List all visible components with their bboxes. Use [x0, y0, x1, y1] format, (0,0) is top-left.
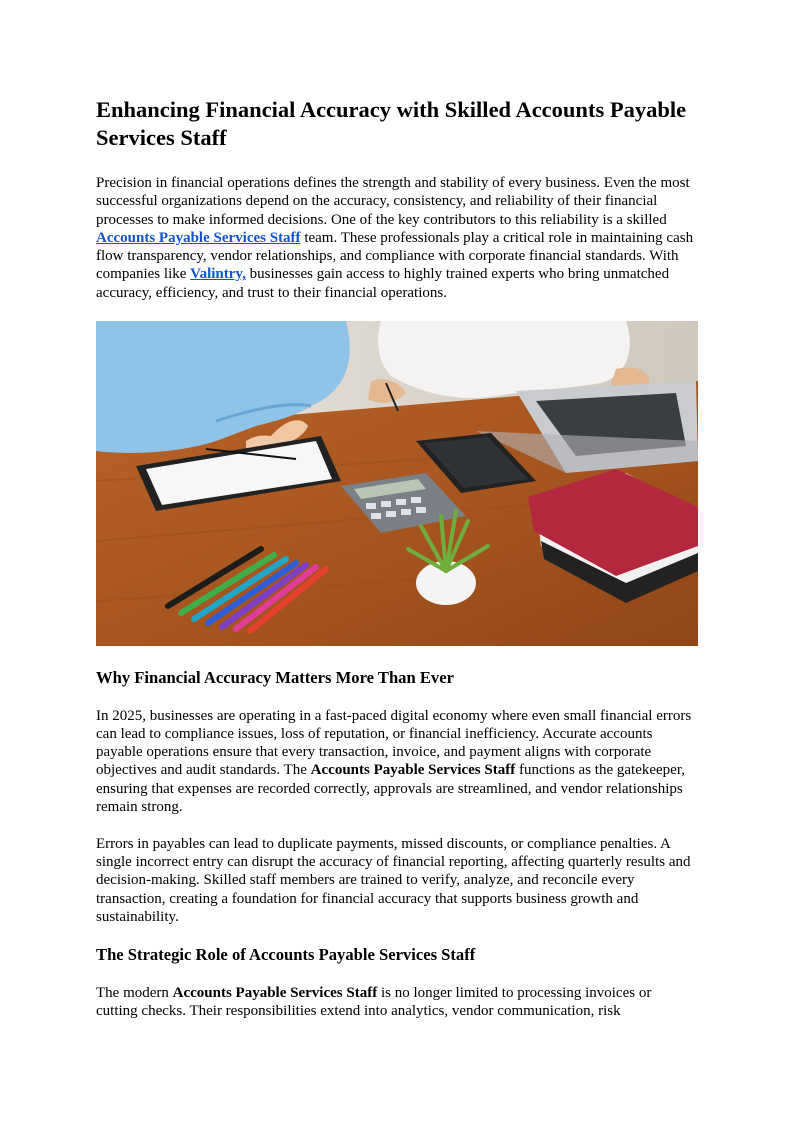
section1-paragraph-1: [96, 707, 696, 817]
intro-paragraph: [96, 174, 696, 302]
section2-p1-text-2: is no longer limited to processing invoices or cutting checks. Their responsibilities extend into analytics, vendor communication, risk: [96, 984, 652, 1020]
section1-p1-bold: Accounts Payable Services Staff: [310, 762, 516, 779]
intro-text-2: team. These professionals play a critical role in maintaining cash flow transparency, vendor relationships, and compliance with corporate financial standards. With companies like: [96, 229, 694, 283]
document-page: [96, 96, 696, 1039]
section1-p1-text-2: functions as the gatekeeper, ensuring that expenses are recorded correctly, approvals are streamlined, and vendor relationships remain strong.: [96, 762, 685, 816]
section1-paragraph-2: Errors in payables can lead to duplicate payments, missed discounts, or compliance penalties. A single incorrect entry can disrupt the accuracy of financial reporting, affecting quarterly results and decision-making. Skilled staff members are trained to verify, analyze, and reconcile every transaction, creating a foundation for financial accuracy that supports business growth and sustainability.: [96, 835, 691, 926]
valintry-link[interactable]: Valintry,: [190, 266, 246, 283]
section-heading-why-accuracy: Why Financial Accuracy Matters More Than Ever: [96, 667, 454, 687]
section2-p1-text-1: The modern: [96, 984, 173, 1001]
section2-p1-bold: Accounts Payable Services Staff: [172, 984, 378, 1001]
section2-paragraph-1: [96, 984, 696, 1021]
intro-text-1: Precision in financial operations defines the strength and stability of every business. Even the most successful organizations depend on the accuracy, consistency, and reliability of their financial processes to make informed decisions. One of the key contributors to this reliability is a skilled: [96, 175, 690, 228]
section-heading-strategic-role: The Strategic Role of Accounts Payable Services Staff: [96, 944, 476, 964]
intro-text-3: businesses gain access to highly trained experts who bring unmatched accuracy, efficiency, and trust to their financial operations.: [96, 266, 670, 301]
accounts-payable-link[interactable]: Accounts Payable Services Staff: [96, 229, 301, 246]
section1-p1-text-1: In 2025, businesses are operating in a fast-paced digital economy where even small financial errors can lead to compliance issues, loss of reputation, or financial inefficiency. Accurate accounts payable operations ensure that every transaction, invoice, and payment aligns with corporate objectives and audit standards. The: [96, 707, 692, 779]
office-desk-photo: [96, 321, 698, 646]
article-title: Enhancing Financial Accuracy with Skilled Accounts Payable Services Staff: [96, 97, 687, 150]
